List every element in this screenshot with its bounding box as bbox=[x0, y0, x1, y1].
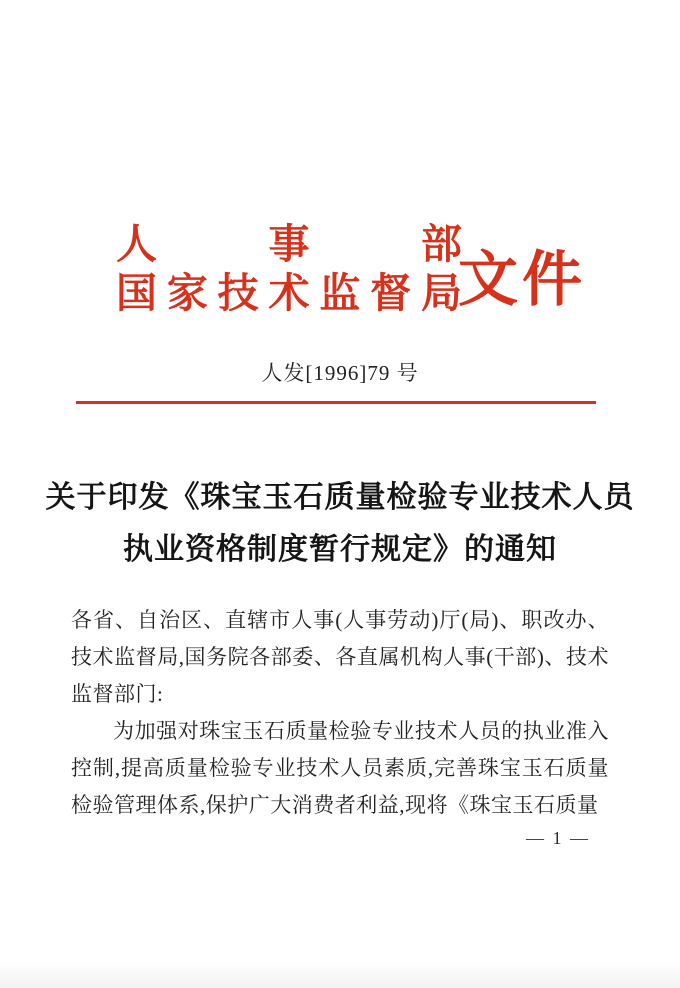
red-divider-rule bbox=[76, 401, 596, 404]
doc-number: 人发[1996]79 号 bbox=[261, 361, 419, 385]
letterhead bbox=[116, 220, 462, 318]
document-title bbox=[40, 472, 640, 576]
document-body bbox=[71, 602, 609, 824]
title-line-1: 关于印发《珠宝玉石质量检验专业技术人员 bbox=[45, 481, 635, 514]
issuer-line-2: 国 家 技 术 监 督 局 bbox=[116, 270, 462, 316]
scan-edge-shadow bbox=[0, 962, 680, 988]
page-number: — 1 — bbox=[526, 828, 590, 848]
issuer-line-1: 人 事 部 bbox=[116, 221, 462, 267]
title-line-2: 执业资格制度暂行规定》的通知 bbox=[123, 533, 557, 566]
intro-paragraph: 为加强对珠宝玉石质量检验专业技术人员的执业准入控制,提高质量检验专业技术人员素质,完善珠宝玉石质量检验管理体系,保护广大消费者利益,现将《珠宝玉石质量 bbox=[71, 719, 609, 817]
salutation-paragraph: 各省、自治区、直辖市人事(人事劳动)厅(局)、职改办、技术监督局,国务院各部委、各直属机构人事(干部)、技术监督部门: bbox=[71, 608, 609, 706]
doc-type-label: 文件 bbox=[458, 247, 586, 313]
